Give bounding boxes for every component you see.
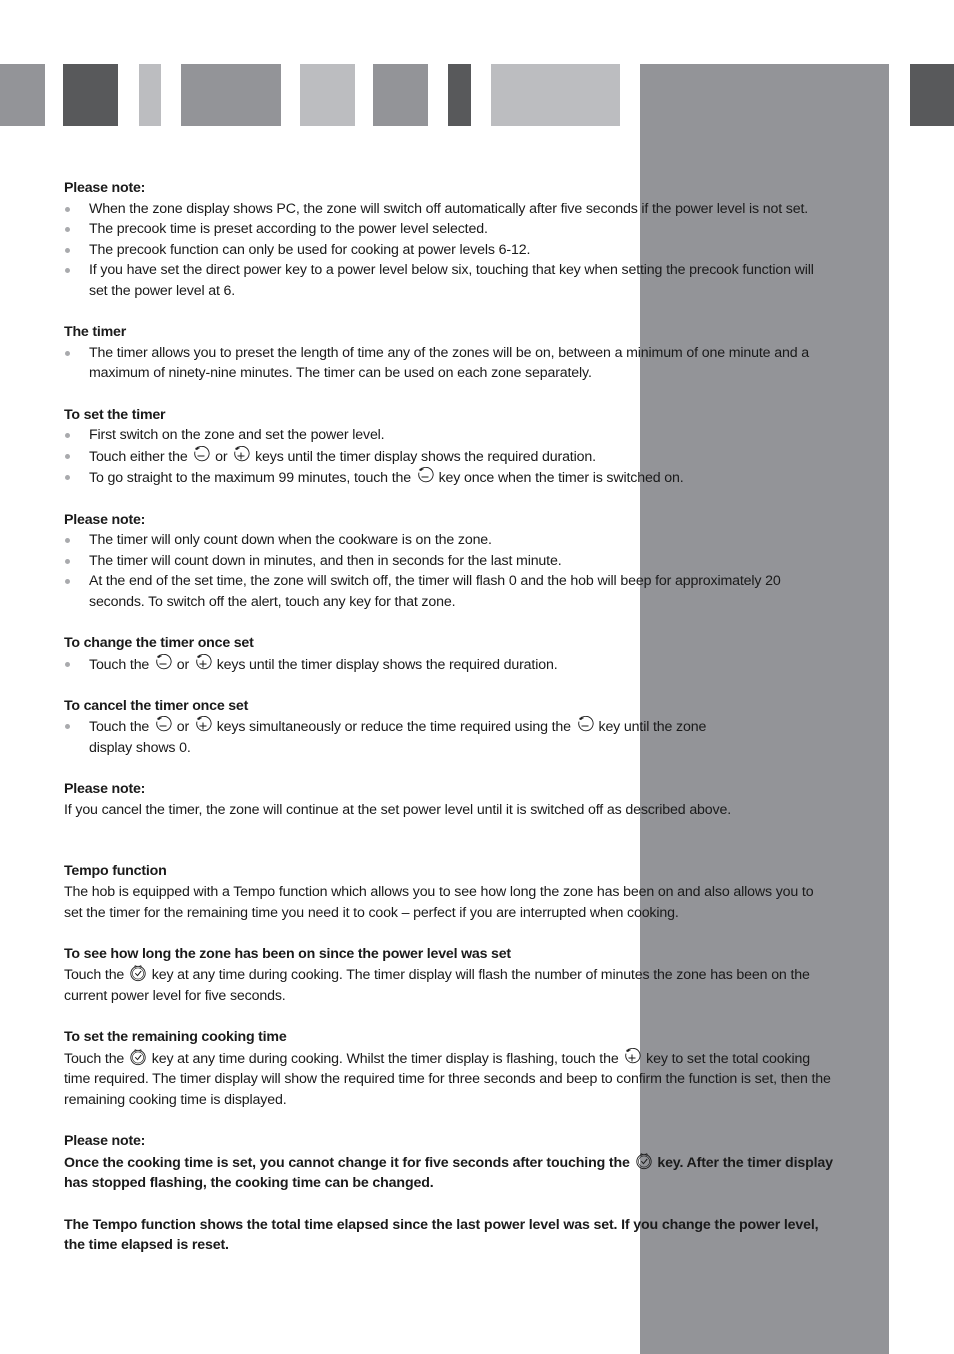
timer-plus-icon: [194, 716, 212, 734]
paragraph: [64, 1048, 834, 1111]
tempo-clock-icon: [129, 1048, 147, 1066]
bullet-list: [64, 425, 834, 489]
cancel-timer-section: [64, 696, 834, 759]
section-heading: To cancel the timer once set: [64, 697, 249, 714]
text-fragment: Touch either the: [89, 448, 188, 465]
paragraph: [64, 964, 834, 1006]
list-item: If you have set the direct power key to a power level below six, touching that key when setting the precook function will set the power level at 6.: [64, 260, 834, 301]
timer-section: [64, 322, 834, 384]
cancel-note-section: [64, 779, 834, 820]
list-item: [64, 446, 834, 468]
text-fragment: key. After the timer display has stopped flashing, the cooking time can be changed.: [64, 1154, 833, 1192]
section-heading: Please note:: [64, 511, 146, 528]
page-content: [64, 178, 834, 1276]
text-fragment: To go straight to the maximum 99 minutes, touch the: [89, 470, 411, 487]
timer-minus-icon: [416, 467, 434, 485]
header-bar-6: [373, 64, 428, 126]
list-item: First switch on the zone and set the power level.: [64, 425, 834, 446]
list-item: The timer will count down in minutes, and then in seconds for the last minute.: [64, 551, 834, 572]
header-bar-3: [139, 64, 161, 126]
timer-plus-icon: [232, 446, 250, 464]
bullet-list: [64, 343, 834, 384]
bullet-list: [64, 199, 834, 302]
text-fragment: keys until the timer display shows the required duration.: [216, 656, 558, 673]
text-fragment: key until the zone: [598, 719, 707, 736]
remaining-time-section: [64, 1027, 834, 1110]
text-fragment: display shows 0.: [89, 740, 191, 757]
header-bar-7: [448, 64, 471, 126]
bullet-list: [64, 716, 834, 758]
section-heading: Please note:: [64, 781, 146, 798]
tempo-clock-icon: [129, 964, 147, 982]
timer-plus-icon: [623, 1048, 641, 1066]
tempo-function-section: [64, 861, 834, 923]
header-bar-2: [63, 64, 118, 126]
list-item: At the end of the set time, the zone will switch off, the timer will flash 0 and the hob will beep for approximately 20 seconds. To switch off the alert, touch any key for that zone.: [64, 571, 834, 612]
list-item: The timer allows you to preset the length of time any of the zones will be on, between a minimum of one minute and a maximum of ninety-nine minutes. The timer can be used on each zone separately.: [64, 343, 834, 384]
section-heading: Tempo function: [64, 863, 167, 880]
bullet-list: [64, 654, 834, 676]
list-item: [64, 654, 834, 676]
timer-minus-icon: [192, 446, 210, 464]
list-item: The precook function can only be used for cooking at power levels 6-12.: [64, 240, 834, 261]
text-fragment: Touch the: [64, 1050, 125, 1067]
text-fragment: Touch the: [64, 967, 125, 984]
timer-minus-icon: [576, 716, 594, 734]
section-heading: To see how long the zone has been on since the power level was set: [64, 945, 511, 962]
header-bar-8: [491, 64, 620, 126]
list-item: The timer will only count down when the cookware is on the zone.: [64, 530, 834, 551]
list-item: When the zone display shows PC, the zone will switch off automatically after five seconds if the power level is not set.: [64, 199, 834, 220]
list-item: [64, 467, 834, 489]
list-item: [64, 716, 834, 758]
section-heading: To change the timer once set: [64, 635, 254, 652]
text-fragment: keys until the timer display shows the required duration.: [255, 448, 596, 465]
change-timer-section: [64, 633, 834, 675]
timer-note-section: [64, 510, 834, 613]
header-bar-4: [181, 64, 281, 126]
paragraph: [64, 1152, 834, 1194]
section-heading: Please note:: [64, 1133, 146, 1150]
text-fragment: or: [176, 656, 190, 673]
timer-minus-icon: [154, 716, 172, 734]
text-fragment: key at any time during cooking. The timer display will flash the number of minutes the zone has been on the current power level for five seconds.: [64, 967, 810, 1004]
paragraph: The Tempo function shows the total time elapsed since the last power level was set. If you change the power level, the time elapsed is reset.: [64, 1216, 819, 1254]
list-item: The precook time is preset according to the power level selected.: [64, 219, 834, 240]
text-fragment: or: [176, 719, 190, 736]
section-heading: Please note:: [64, 180, 146, 196]
header-bar-1: [0, 64, 45, 126]
text-fragment: Touch the: [89, 656, 150, 673]
text-fragment: key at any time during cooking. Whilst the timer display is flashing, touch the: [151, 1050, 619, 1067]
section-heading: The timer: [64, 324, 127, 341]
text-fragment: Touch the: [89, 719, 150, 736]
tempo-clock-icon: [635, 1152, 653, 1170]
timer-minus-icon: [154, 654, 172, 672]
text-fragment: key to set the total cooking time required. The timer display will show the required time for three seconds and beep to confirm the function is set, then the remaining cooking time is displayed.: [64, 1050, 831, 1108]
timer-plus-icon: [194, 654, 212, 672]
precook-note-section: [64, 178, 834, 302]
text-fragment: or: [215, 448, 228, 465]
section-heading: To set the timer: [64, 406, 166, 423]
section-heading: To set the remaining cooking time: [64, 1029, 287, 1046]
text-fragment: Once the cooking time is set, you cannot change it for five seconds after touching the: [64, 1154, 630, 1171]
header-bar-5: [300, 64, 355, 126]
set-timer-section: [64, 405, 834, 489]
header-bar-9: [910, 64, 954, 126]
text-fragment: keys simultaneously or reduce the time required using the: [216, 719, 571, 736]
paragraph: If you cancel the timer, the zone will continue at the set power level until it is switched off as described above.: [64, 801, 732, 818]
tempo-elapsed-section: [64, 944, 834, 1007]
text-fragment: key once when the timer is switched on.: [438, 470, 684, 487]
paragraph: The hob is equipped with a Tempo function which allows you to see how long the zone has been on and also allows you to set the timer for the remaining time you need it to cook – perfect if you are interrupted when cooking.: [64, 884, 814, 921]
tempo-note-section: [64, 1131, 834, 1256]
bullet-list: [64, 530, 834, 612]
